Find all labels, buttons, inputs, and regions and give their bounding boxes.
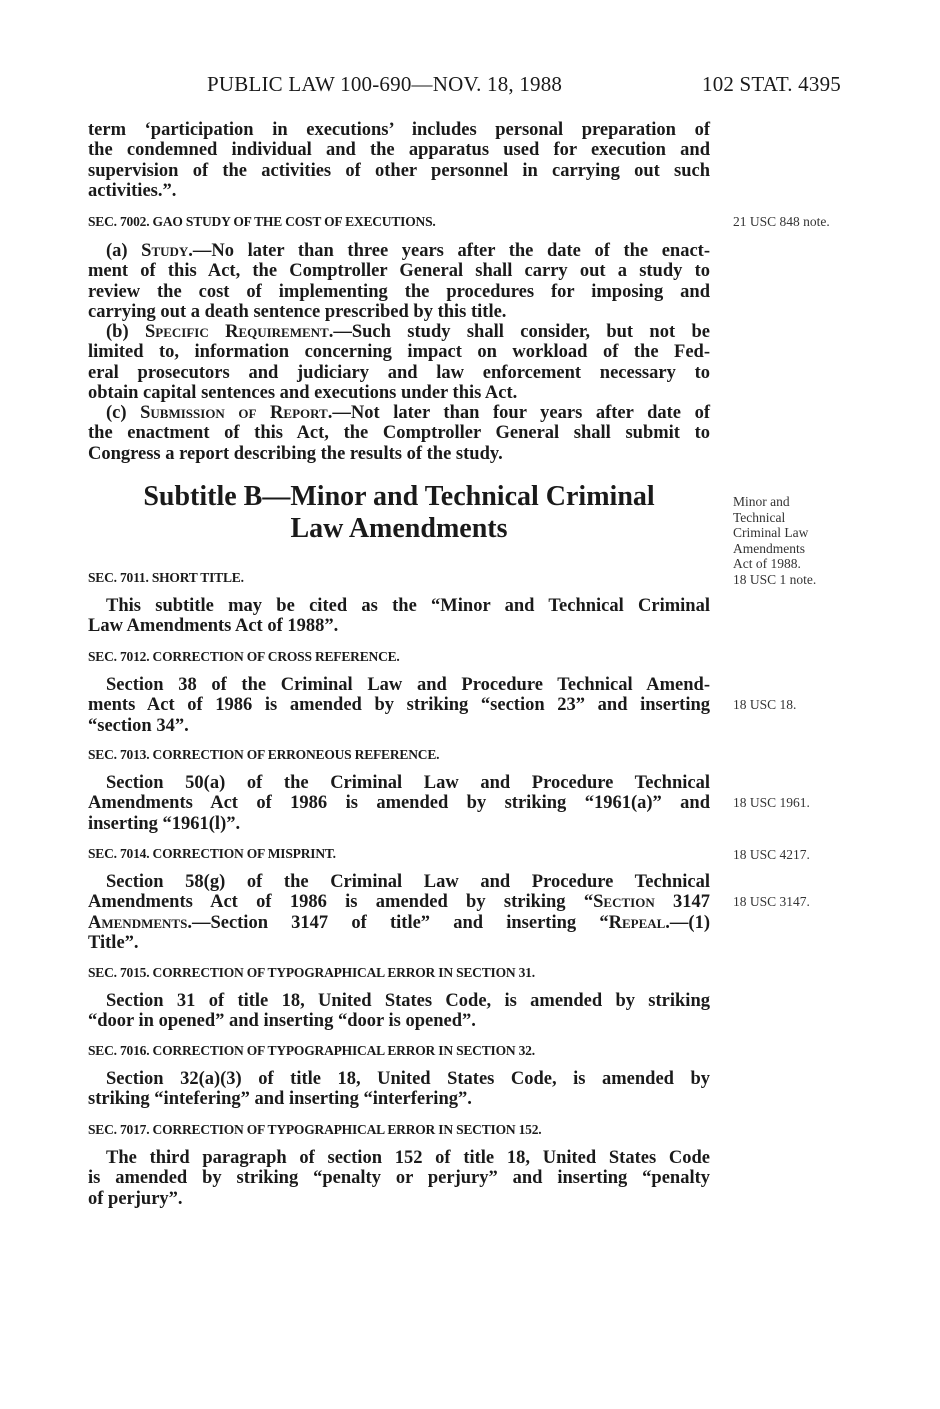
text-line: activities.”.: [88, 180, 177, 201]
paragraph-sec-7015: [88, 991, 710, 1032]
text-line: limited to, information concerning impact on workload of the Fed-: [88, 342, 710, 363]
paragraph-sec-7017: [88, 1148, 710, 1209]
small-caps-term: Repeal: [608, 912, 666, 933]
margin-note: 18 USC 3147.: [733, 894, 810, 909]
text-segment: .—Such study shall consider, but not be: [328, 322, 710, 342]
paragraph-sec-7014: [88, 872, 710, 953]
page-stat-number: 102 STAT. 4395: [702, 72, 841, 96]
text-line: [88, 913, 710, 933]
text-line: [88, 322, 710, 342]
text-line: [88, 403, 710, 423]
text-line: This subtitle may be cited as the “Minor and Technical Criminal: [106, 596, 710, 616]
text-segment: .—(1): [665, 912, 710, 933]
section-heading: SEC. 7017. CORRECTION OF TYPOGRAPHICAL ERROR IN SECTION 152.: [88, 1122, 542, 1137]
text-line: Congress a report describing the results of the study.: [88, 443, 503, 464]
subtitle-line-1: Subtitle B—Minor and Technical Criminal: [143, 481, 655, 512]
paragraph-sec-7016: [88, 1069, 710, 1110]
text-line: obtain capital sentences and executions under this Act.: [88, 382, 518, 403]
text-line: Section 50(a) of the Criminal Law and Procedure Technical: [106, 773, 710, 793]
text-line: “door in opened” and inserting “door is opened”.: [88, 1011, 476, 1032]
margin-note: 18 USC 18.: [733, 697, 797, 712]
section-heading: SEC. 7016. CORRECTION OF TYPOGRAPHICAL ERROR IN SECTION 32.: [88, 1043, 535, 1058]
paragraph-sec-7002-c: [88, 403, 710, 464]
text-segment: .—Section 3147 of title” and inserting “: [187, 912, 609, 933]
text-line: Amendments Act of 1986 is amended by striking “1961(a)” and: [88, 793, 710, 814]
section-heading: SEC. 7013. CORRECTION OF ERRONEOUS REFERENCE.: [88, 747, 440, 762]
text-line: supervision of the activities of other personnel in carrying out such: [88, 160, 710, 181]
section-heading: SEC. 7015. CORRECTION OF TYPOGRAPHICAL ERROR IN SECTION 31.: [88, 965, 535, 980]
small-caps-term: Specific Requirement: [144, 322, 329, 342]
text-segment: (c): [106, 403, 141, 423]
section-heading: SEC. 7012. CORRECTION OF CROSS REFERENCE.: [88, 649, 400, 664]
text-line: the enactment of this Act, the Comptroller General shall submit to: [88, 423, 710, 444]
paragraph-sec-7011: [88, 596, 710, 637]
text-line: [88, 892, 710, 912]
text-segment: (a): [106, 241, 142, 261]
small-caps-term: Study: [141, 241, 189, 261]
text-segment: .—Not later than four years after date of: [327, 403, 711, 423]
text-line: Section 58(g) of the Criminal Law and Procedure Technical: [106, 872, 710, 892]
running-header-title: PUBLIC LAW 100-690—NOV. 18, 1988: [207, 72, 563, 96]
text-line: review the cost of implementing the procedures for imposing and: [88, 281, 710, 302]
text-line: ments Act of 1986 is amended by striking “section 23” and inserting: [88, 695, 710, 716]
text-line: ment of this Act, the Comptroller General shall carry out a study to: [88, 261, 710, 282]
text-line: term ‘participation in executions’ includes personal preparation of: [88, 120, 710, 140]
paragraph-sec-7002-a: [88, 241, 710, 322]
small-caps-term: Submission of Report: [140, 403, 328, 423]
text-line: carrying out a death sentence prescribed by this title.: [88, 301, 507, 322]
subtitle-heading: [88, 481, 710, 545]
paragraph-sec-7013: [88, 773, 710, 834]
subtitle-line-2: Law Amendments: [290, 513, 508, 544]
paragraph-sec-7012: [88, 675, 710, 736]
text-line: The third paragraph of section 152 of title 18, United States Code: [106, 1148, 710, 1168]
text-line: of perjury”.: [88, 1188, 183, 1209]
text-line: is amended by striking “penalty or perjury” and inserting “penalty: [88, 1168, 710, 1189]
paragraph-sec-7002-b: [88, 322, 710, 403]
margin-note: 18 USC 1961.: [733, 795, 810, 810]
section-heading: SEC. 7014. CORRECTION OF MISPRINT.: [88, 846, 336, 861]
text-line: striking “intefering” and inserting “interfering”.: [88, 1089, 472, 1110]
margin-note: Minor and Technical Criminal Law Amendments Act of 1988. 18 USC 1 note.: [733, 494, 817, 587]
text-segment: 3147: [654, 892, 711, 913]
margin-note: 18 USC 4217.: [733, 847, 810, 862]
text-line: eral prosecutors and judiciary and law enforcement necessary to: [88, 362, 710, 383]
text-line: Section 31 of title 18, United States Code, is amended by striking: [106, 991, 710, 1011]
text-line: Law Amendments Act of 1988”.: [88, 616, 339, 637]
text-line: “section 34”.: [88, 715, 189, 736]
text-segment: Amendments Act of 1986 is amended by striking “: [88, 892, 594, 913]
text-segment: (b): [106, 322, 145, 342]
text-segment: .—No later than three years after the date of the enact-: [188, 241, 710, 261]
text-line: Section 32(a)(3) of title 18, United States Code, is amended by: [106, 1069, 710, 1089]
text-line: inserting “1961(l)”.: [88, 813, 241, 834]
paragraph-continuation: [88, 120, 710, 201]
margin-note: 21 USC 848 note.: [733, 214, 830, 229]
small-caps-term: Section: [593, 892, 655, 913]
text-line: [88, 241, 710, 261]
text-line: Title”.: [88, 932, 139, 953]
section-heading: SEC. 7002. GAO STUDY OF THE COST OF EXECUTIONS.: [88, 214, 436, 229]
text-line: Section 38 of the Criminal Law and Procedure Technical Amend-: [106, 675, 710, 695]
small-caps-term: Amendments: [88, 912, 188, 933]
section-heading: SEC. 7011. SHORT TITLE.: [88, 570, 244, 585]
text-line: the condemned individual and the apparatus used for execution and: [88, 140, 710, 161]
